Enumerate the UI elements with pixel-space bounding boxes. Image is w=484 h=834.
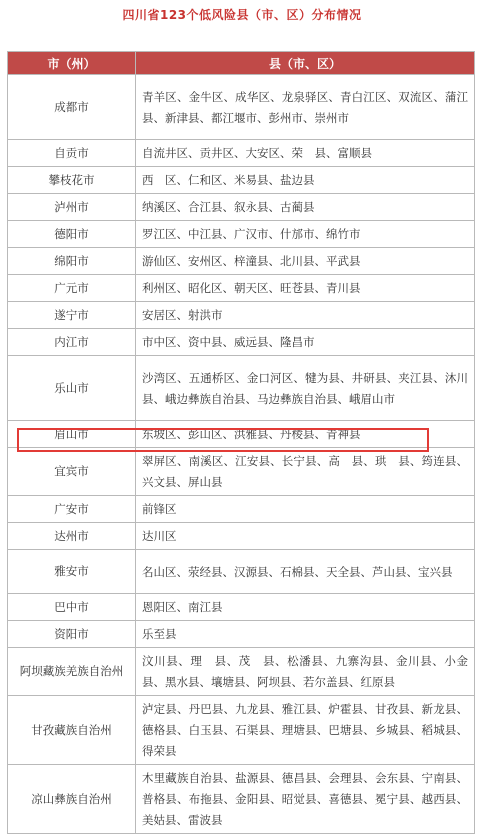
city-cell: 宜宾市	[8, 448, 136, 496]
counties-cell: 乐至县	[136, 621, 475, 648]
city-cell: 乐山市	[8, 356, 136, 421]
counties-cell: 汶川县、理 县、茂 县、松潘县、九寨沟县、金川县、小金县、黑水县、壤塘县、阿坝县、若尔盖县、红原县	[136, 648, 475, 696]
table-row	[8, 594, 475, 621]
city-cell: 雅安市	[8, 550, 136, 594]
counties-cell: 恩阳区、南江县	[136, 594, 475, 621]
city-cell: 广元市	[8, 275, 136, 302]
city-cell: 广安市	[8, 496, 136, 523]
table-row	[8, 765, 475, 834]
city-cell: 泸州市	[8, 194, 136, 221]
counties-cell: 青羊区、金牛区、成华区、龙泉驿区、青白江区、双流区、蒲江县、新津县、都江堰市、彭州市、崇州市	[136, 75, 475, 140]
table-row	[8, 356, 475, 421]
counties-cell: 东坡区、彭山区、洪雅县、丹棱县、青神县	[136, 421, 475, 448]
table-row	[8, 496, 475, 523]
city-cell: 德阳市	[8, 221, 136, 248]
counties-cell: 泸定县、丹巴县、九龙县、雅江县、炉霍县、甘孜县、新龙县、德格县、白玉县、石渠县、理塘县、巴塘县、乡城县、稻城县、得荣县	[136, 696, 475, 765]
table-row	[8, 140, 475, 167]
header-counties: 县（市、区）	[136, 52, 475, 75]
city-cell: 内江市	[8, 329, 136, 356]
counties-cell: 自流井区、贡井区、大安区、荣 县、富顺县	[136, 140, 475, 167]
counties-cell: 木里藏族自治县、盐源县、德昌县、会理县、会东县、宁南县、普格县、布拖县、金阳县、昭觉县、喜德县、冕宁县、越西县、美姑县、雷波县	[136, 765, 475, 834]
counties-cell: 前锋区	[136, 496, 475, 523]
counties-cell: 沙湾区、五通桥区、金口河区、犍为县、井研县、夹江县、沐川县、峨边彝族自治县、马边彝族自治县、峨眉山市	[136, 356, 475, 421]
city-cell: 自贡市	[8, 140, 136, 167]
table-row	[8, 421, 475, 448]
table-header-row	[8, 52, 475, 75]
table-row	[8, 329, 475, 356]
counties-cell: 罗江区、中江县、广汉市、什邡市、绵竹市	[136, 221, 475, 248]
table-row	[8, 248, 475, 275]
city-cell: 眉山市	[8, 421, 136, 448]
county-table	[7, 51, 475, 834]
table-row	[8, 621, 475, 648]
city-cell: 资阳市	[8, 621, 136, 648]
table-row	[8, 550, 475, 594]
counties-cell: 名山区、荥经县、汉源县、石棉县、天全县、芦山县、宝兴县	[136, 550, 475, 594]
counties-cell: 游仙区、安州区、梓潼县、北川县、平武县	[136, 248, 475, 275]
table-row	[8, 221, 475, 248]
counties-cell: 达川区	[136, 523, 475, 550]
table-row	[8, 523, 475, 550]
city-cell: 成都市	[8, 75, 136, 140]
city-cell: 遂宁市	[8, 302, 136, 329]
table-row	[8, 167, 475, 194]
city-cell: 甘孜藏族自治州	[8, 696, 136, 765]
table-row	[8, 275, 475, 302]
city-cell: 巴中市	[8, 594, 136, 621]
table-row	[8, 194, 475, 221]
table-row	[8, 75, 475, 140]
city-cell: 阿坝藏族羌族自治州	[8, 648, 136, 696]
table-row	[8, 696, 475, 765]
city-cell: 攀枝花市	[8, 167, 136, 194]
table-row	[8, 302, 475, 329]
header-city: 市（州）	[8, 52, 136, 75]
city-cell: 达州市	[8, 523, 136, 550]
page-title: 四川省123个低风险县（市、区）分布情况	[122, 8, 362, 22]
city-cell: 凉山彝族自治州	[8, 765, 136, 834]
counties-cell: 利州区、昭化区、朝天区、旺苍县、青川县	[136, 275, 475, 302]
counties-cell: 西 区、仁和区、米易县、盐边县	[136, 167, 475, 194]
city-cell: 绵阳市	[8, 248, 136, 275]
counties-cell: 纳溪区、合江县、叙永县、古蔺县	[136, 194, 475, 221]
counties-cell: 市中区、资中县、威远县、隆昌市	[136, 329, 475, 356]
counties-cell: 安居区、射洪市	[136, 302, 475, 329]
table-row	[8, 648, 475, 696]
table-row	[8, 448, 475, 496]
counties-cell: 翠屏区、南溪区、江安县、长宁县、高 县、珙 县、筠连县、兴文县、屏山县	[136, 448, 475, 496]
